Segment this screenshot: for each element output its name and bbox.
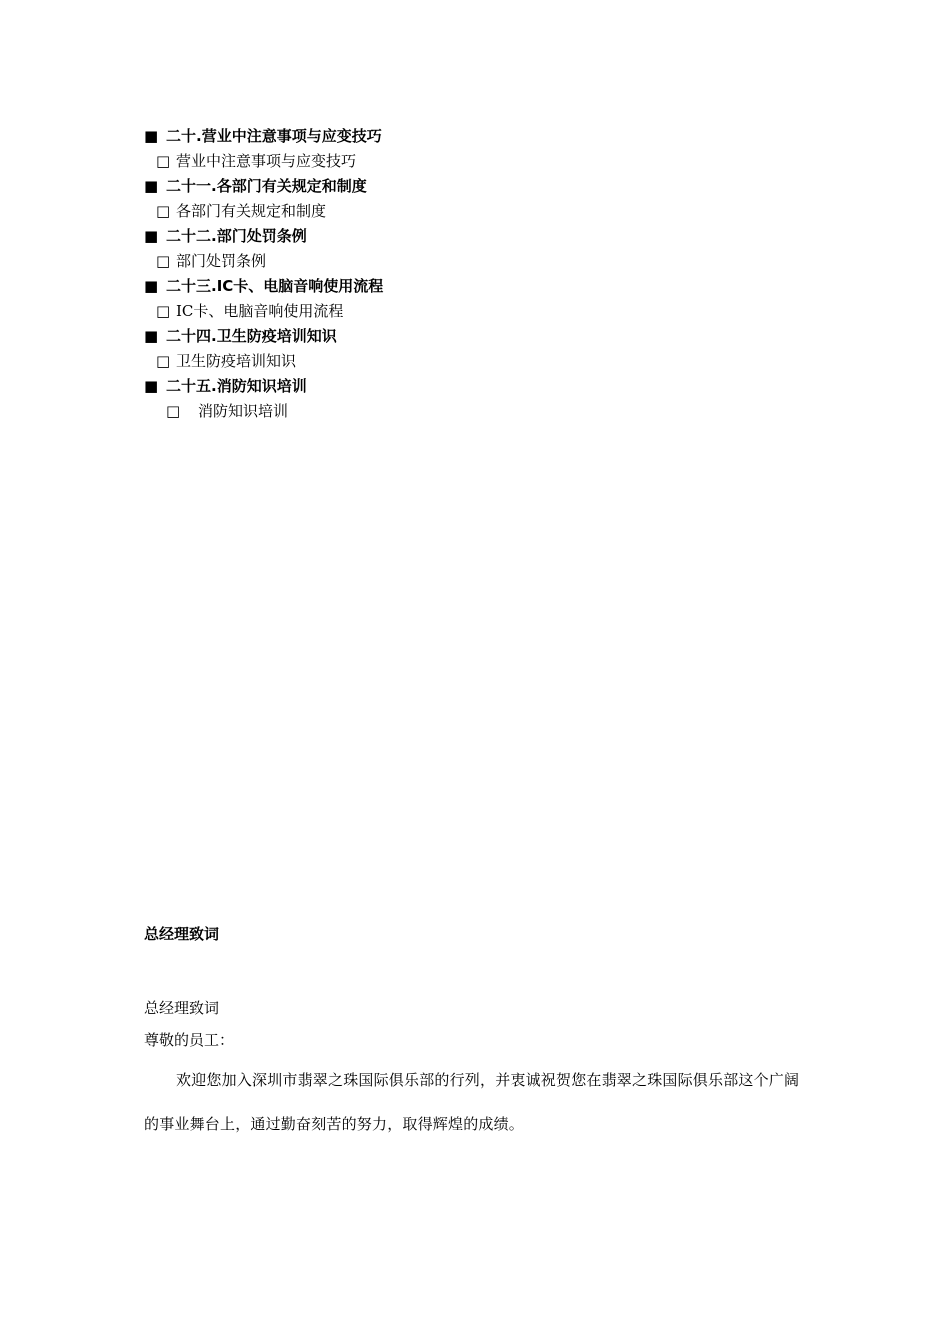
toc-entry <box>144 399 844 424</box>
toc-entry <box>144 149 844 174</box>
empty-square-icon: □ <box>166 402 181 420</box>
empty-square-icon: □ <box>156 352 171 370</box>
toc-chapter-title: 二十一.各部门有关规定和制度 <box>166 177 367 195</box>
filled-square-icon: ■ <box>144 227 159 245</box>
toc-entry <box>144 349 844 374</box>
toc-entry-title: 各部门有关规定和制度 <box>176 202 327 220</box>
filled-square-icon: ■ <box>144 377 159 395</box>
toc-entry-title: 部门处罚条例 <box>176 252 267 270</box>
welcome-paragraph: 欢迎您加入深圳市翡翠之珠国际俱乐部的行列，并衷诚祝贺您在翡翠之珠国际俱乐部这个广阔的事业舞台上，通过勤奋刻苦的努力，取得辉煌的成绩。 <box>144 1071 800 1133</box>
body-title: 总经理致词 <box>144 999 220 1017</box>
toc-entry-title: IC卡、电脑音响使用流程 <box>176 302 344 320</box>
toc-entry <box>144 199 844 224</box>
toc-chapter-title: 二十二.部门处罚条例 <box>166 227 307 245</box>
toc-chapter-title: 二十五.消防知识培训 <box>166 377 307 395</box>
empty-square-icon: □ <box>156 302 171 320</box>
toc-entry-title: 卫生防疫培训知识 <box>176 352 297 370</box>
section-heading: 总经理致词 <box>144 925 220 943</box>
section-body <box>144 996 804 1146</box>
toc-chapter <box>144 224 844 249</box>
toc-entry <box>144 299 844 324</box>
salutation: 尊敬的员工： <box>144 1031 235 1049</box>
toc-entry-title: 营业中注意事项与应变技巧 <box>176 152 357 170</box>
empty-square-icon: □ <box>156 152 171 170</box>
empty-square-icon: □ <box>156 202 171 220</box>
toc-chapter-title: 二十三.IC卡、电脑音响使用流程 <box>166 277 384 295</box>
filled-square-icon: ■ <box>144 127 159 145</box>
filled-square-icon: ■ <box>144 177 159 195</box>
toc-chapter <box>144 174 844 199</box>
toc-entry <box>144 249 844 274</box>
filled-square-icon: ■ <box>144 277 159 295</box>
toc-chapter-title: 二十四.卫生防疫培训知识 <box>166 327 337 345</box>
toc-chapter <box>144 124 844 149</box>
empty-square-icon: □ <box>156 252 171 270</box>
filled-square-icon: ■ <box>144 327 159 345</box>
toc-chapter <box>144 274 844 299</box>
toc-chapter <box>144 324 844 349</box>
toc-chapter <box>144 374 844 399</box>
toc-entry-title: 消防知识培训 <box>198 402 289 420</box>
table-of-contents <box>144 124 844 424</box>
toc-chapter-title: 二十.营业中注意事项与应变技巧 <box>166 127 382 145</box>
